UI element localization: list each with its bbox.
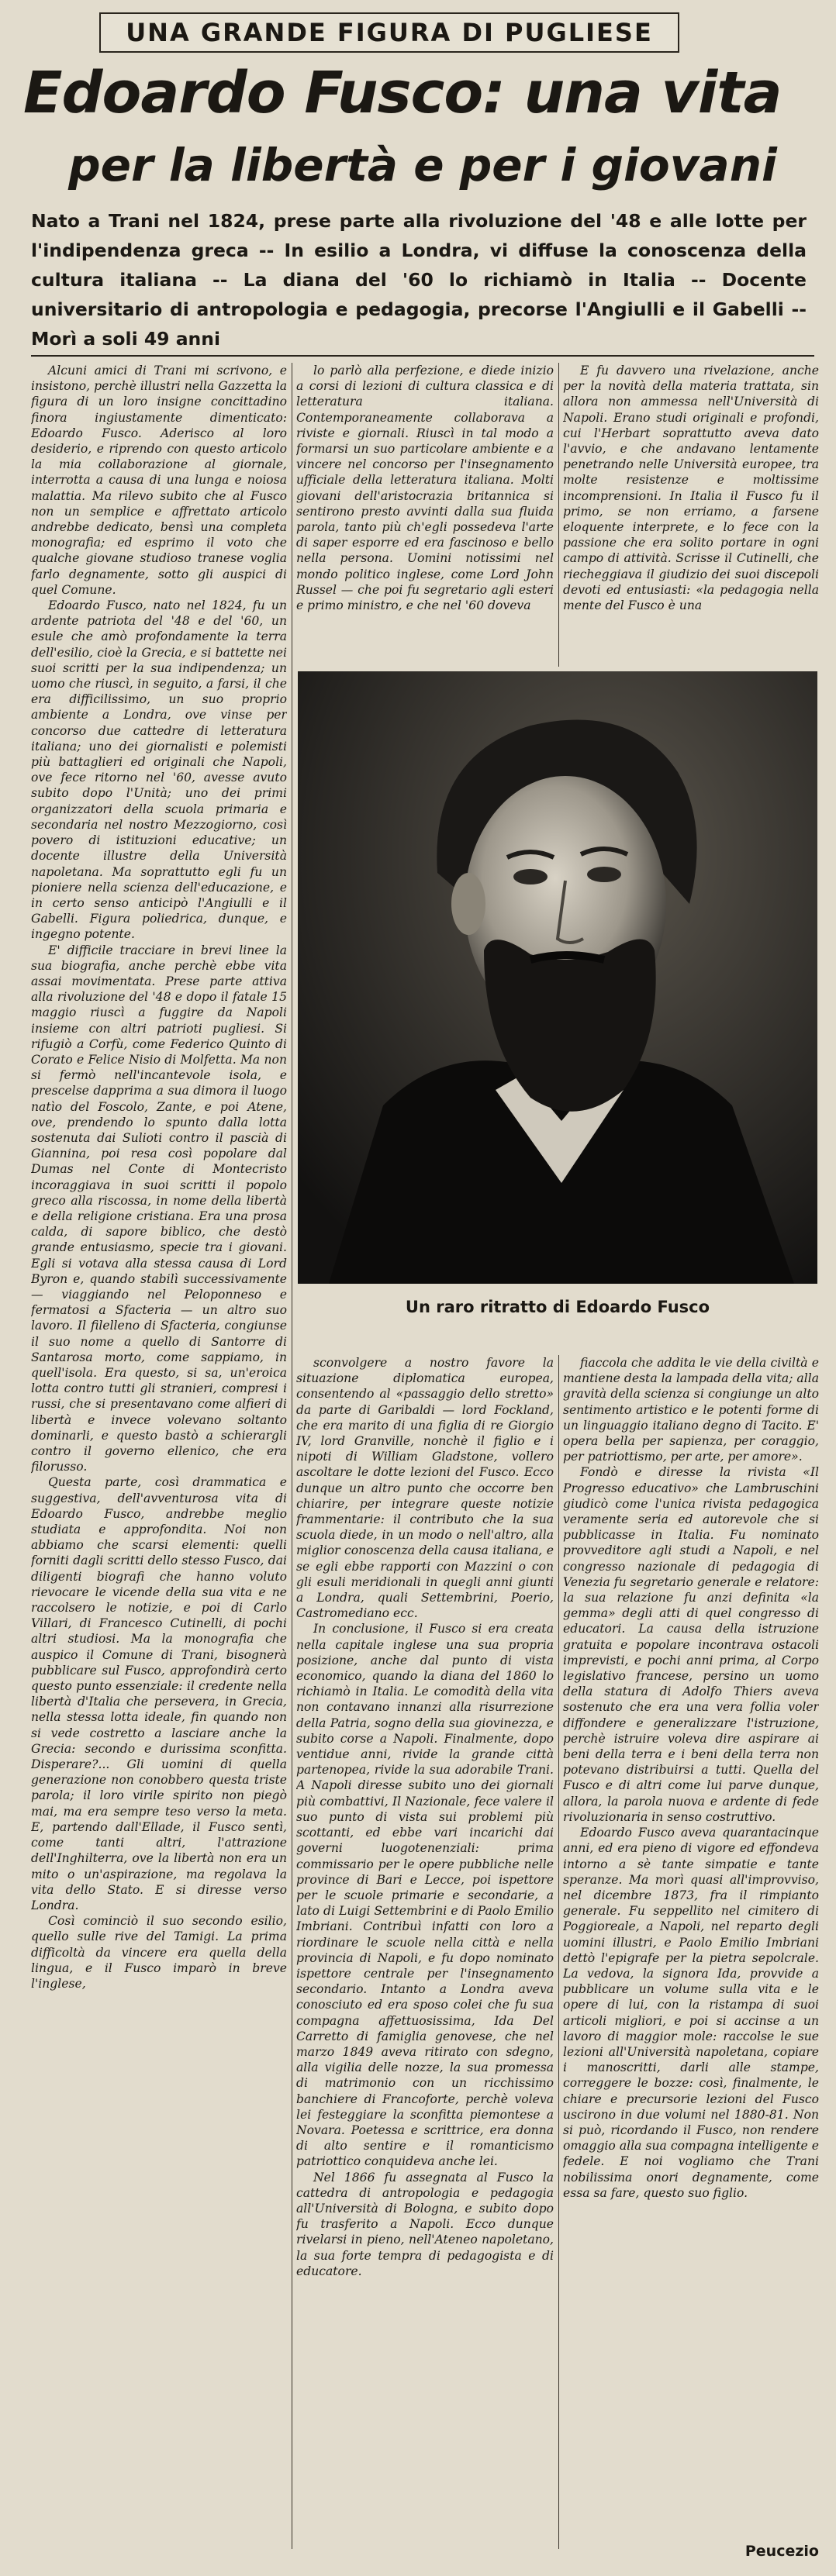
paragraph: Fondò e diresse la rivista «Il Progresso educativo» che Lambruschini giudicò come l'unica rivista pedagogica veramente seria ed autorevole che si pubblicasse in Italia. Fu nominato provveditore agli studi a Napoli, e nel congresso nazionale di pedagogia di Venezia fu segretario generale e relatore: la sua relazione fu anzi definita «la gemma» degli atti di quel congresso di educatori. La causa della istruzione gratuita e popolare incontrava ostacoli imprevisti, e pochi anni prima, al Corpo legislativo francese, persino un uomo della statura di Adolfo Thiers aveva sostenuto che era una vera follia voler diffondere e generalizzare l'istruzione, perchè istruire voleva dire aspirare ai beni della terra e i beni della terra non potevano distribuirsi a tutti. Quella del Fusco e di altri come lui parve dunque, allora, la parola nuova e ardente di fede rivoluzionaria in senso costruttivo. — [563, 1465, 819, 1824]
article-column-3-top — [563, 363, 819, 665]
article-column-3-bottom — [563, 1355, 819, 2533]
column-divider — [558, 363, 559, 667]
paragraph: fiaccola che addita le vie della civiltà e mantiene desta la lampada della vita; alla gravità della scienza si congiunge un alto sentimento artistico e le potenti forme di un linguaggio italiano degno di Tacito. E' opera bella per sapienza, per coraggio, per patriottismo, per arte, per amore». — [563, 1356, 819, 1464]
article-column-2-bottom — [296, 1355, 554, 2549]
paragraph: lo parlò alla perfezione, e diede inizio a corsi di lezioni di cultura classica e di letteratura italiana. Contemporaneamente collaborava a riviste e giornali. Riuscì in tal modo a formarsi un suo particolare ambiente e a vincere nel concorso per l'insegnamento ufficiale della letteratura italiana. Molti giovani dell'aristocrazia britannica si sentirono presto avvinti dalla sua fluida parola, tanto più ch'egli possedeva l'arte di saper esporre ed era fascinoso e bello nella persona. Uomini notissimi nel mondo politico inglese, come Lord John Russel — che poi fu segretario agli esteri e primo ministro, e che nel '60 doveva — [296, 364, 554, 613]
paragraph: E fu davvero una rivelazione, anche per la novità della materia trattata, sin allora non ammessa nell'Università di Napoli. Erano studi originali e profondi, cui l'Herbart soprattutto aveva dato l'avvio, e che andavano lentamente penetrando nelle Università europee, tra molte resistenze e moltissime incomprensioni. In Italia il Fusco fu il primo, se non erriamo, a farsene eloquente interprete, e lo fece con la passione che era solito portare in ogni campo di attività. Scrisse il Cutinelli, che riecheggiava il giudizio dei suoi discepoli devoti ed entusiasti: «la pedagogia nella mente del Fusco è una — [563, 364, 819, 613]
paragraph: Alcuni amici di Trani mi scrivono, e insistono, perchè illustri nella Gazzetta la figura di un loro insigne concittadino finora ingiustamente dimenticato: Edoardo Fusco. Aderisco al loro desiderio, e riprendo con questo articolo la mia collaborazione al giornale, interrotta a causa di una lunga e noiosa malattia. Ma rilevo subito che al Fusco non un semplice e affrettato articolo andrebbe dedicato, bensì una completa monografia; ed esprimo il voto che qualche giovane studioso tranese voglia farlo degnamente, sotto gli auspici di quel Comune. — [31, 364, 287, 597]
headline-line-1: Edoardo Fusco: una vita — [23, 60, 782, 126]
header-rule — [31, 355, 814, 357]
article-column-2-top — [296, 363, 554, 665]
paragraph: E' difficile tracciare in brevi linee la sua biografia, anche perchè ebbe vita assai movimentata. Prese parte attiva alla rivoluzione del '48 e dopo il fatale 15 maggio riuscì a fuggire da Napoli insieme con altri patrioti pugliesi. Si rifugiò a Corfù, come Federico Quinto di Corato e Felice Nisio di Molfetta. Ma non si fermò nell'incantevole isola, e prescelse dapprima a sua dimora il luogo natìo del Foscolo, Zante, e poi Atene, ove, prendendo lo spunto dalla lotta sostenuta dai Sulioti contro il pascià di Giannina, poi resa così popolare dal Dumas nel Conte di Montecristo incoraggiava in suoi scritti il popolo greco alla riscossa, in nome della libertà e della religione cristiana. Era una prosa calda, di sapore biblico, che destò grande entusiasmo, specie tra i giovani. Egli si votava alla stessa causa di Lord Byron e, quando stabilì successivamente — viaggiando nel Peloponneso e fermatosi a Sfacteria — un altro suo lavoro. Il filelleno di Sfacteria, congiunse il suo nome a quello di Santorre di Santarosa morto, come sappiamo, in quell'isola. Era questo, si sa, un'eroica lotta contro tutti gli stranieri, compresi i russi, che si presentavano come alfieri di libertà e invece volevano soltanto dominarli, e questo bastò a schierargli contro il governo ellenico, che era filorusso. — [31, 943, 287, 1474]
paragraph: Così cominciò il suo secondo esilio, quello sulle rive del Tamigi. La prima difficoltà da vincere era quella della lingua, e il Fusco imparò in breve l'inglese, — [31, 1914, 287, 1991]
author-signature: Peucezio — [744, 2543, 819, 2560]
column-divider — [558, 1355, 559, 2549]
photo-caption: Un raro ritratto di Edoardo Fusco — [405, 1298, 710, 1316]
paragraph: Nel 1866 fu assegnata al Fusco la cattedra di antropologia e pedagogia all'Università di Bologna, e subito dopo fu trasferito a Napoli. Ecco dunque rivelarsi in pieno, nell'Ateneo napoletano, la sua forte tempra di pedagogista e di educatore. — [296, 2170, 554, 2278]
paragraph: Edoardo Fusco, nato nel 1824, fu un ardente patriota del '48 e del '60, un esule che amò profondamente la terra dell'esilio, cioè la Grecia, e si battette nei suoi scritti per la sua indipendenza; un uomo che riuscì, in seguito, a farsi, il che era difficilissimo, un suo proprio ambiente a Londra, ove vinse per concorso due cattedre di letteratura italiana; uno dei giornalisti e polemisti più battaglieri ed originali che Napoli, ove fece ritorno nel '60, avesse avuto subito dopo l'Unità; uno dei primi organizzatori della scuola primaria e secondaria nel nostro Mezzogiorno, così povero di istituzioni educative; un docente illustre della Università napoletana. Ma soprattutto egli fu un pioniere nella scienza dell'educazione, e in certo senso anticipò l'Angiulli e il Gabelli. Figura poliedrica, dunque, e ingegno potente. — [31, 598, 287, 942]
paragraph: sconvolgere a nostro favore la situazione diplomatica europea, consentendo al «passaggio dello stretto» da parte di Garibaldi — lord Fockland, che era marito di una figlia di re Giorgio IV, lord Granville, nonchè il figlio e i nipoti di William Gladstone, vollero ascoltare le dotte lezioni del Fusco. Ecco dunque un altro punto che occorre ben chiarire, per integrare queste notizie frammentarie: il contributo che la sua scuola diede, in un modo o nell'altro, alla miglior conoscenza della causa italiana, e se egli ebbe rapporti con Mazzini o con gli esuli meridionali in quegli anni giunti a Londra, quali Settembrini, Poerio, Castromediano ecc. — [296, 1356, 554, 1621]
article-column-1 — [31, 363, 287, 2549]
paragraph: Edoardo Fusco aveva quarantacinque anni, ed era pieno di vigore ed effondeva intorno a sè tante simpatie e tante speranze. Ma morì quasi all'improvviso, nel dicembre 1873, fra il rimpianto generale. Fu seppellito nel cimitero di Poggioreale, a Napoli, nel reparto degli uomini illustri, e Paolo Emilio Imbriani dettò l'epigrafe per la pietra sepolcrale. La vedova, la signora Ida, provvide a pubblicare un volume sulla vita e le opere di lui, con la ristampa di suoi articoli migliori, e poi si accinse a un lavoro di maggior mole: raccolse le sue lezioni all'Università napoletana, copiare i manoscritti, darli alle stampe, correggere le bozze: così, finalmente, le chiare e precursorie lezioni del Fusco uscirono in due volumi nel 1880-81. Non si può, ricordando il Fusco, non rendere omaggio alla sua compagna intelligente e fedele. E noi vogliamo che Trani nobilissima onori degnamente, come essa sa fare, questo suo figlio. — [563, 1826, 819, 2200]
paragraph: In conclusione, il Fusco si era creata nella capitale inglese una sua propria posizione, anche dal punto di vista economico, quando la diana del 1860 lo richiamò in Italia. Le comodità della vita non contavano innanzi alla risurrezione della Patria, sogno della sua giovinezza, e subito corse a Napoli. Finalmente, dopo ventidue anni, rivide la grande città partenopea, rivide la sua adorabile Trani. A Napoli diresse subito uno dei giornali più combattivi, Il Nazionale, fece valere il suo punto di vista sui problemi più scottanti, ed ebbe vari incarichi dai governi luogotenenziali: prima commissario per le opere pubbliche nelle province di Bari e Lecce, poi ispettore per le scuole primarie e secondarie, a lato di Luigi Settembrini e di Paolo Emilio Imbriani. Contribuì infatti con loro a riordinare le scuole nella città e nella provincia di Napoli, e fu dopo nominato ispettore centrale per l'insegnamento secondario. Intanto a Londra aveva conosciuto ed era sposo colei che fu sua compagna affettuosissima, Ida Del Carretto di famiglia genovese, che nel marzo 1849 aveva ritirato con sdegno, alla vigilia delle nozze, la sua promessa di matrimonio con un ricchissimo banchiere di Francoforte, perchè voleva lei festeggiare la sconfitta piemontese a Novara. Poetessa e scrittrice, era donna di alto sentire e il romanticismo patriottico conquideva anche lei. — [296, 1622, 554, 2169]
summary-deck: Nato a Trani nel 1824, prese parte alla rivoluzione del '48 e alle lotte per l'indipendenza greca -- In esilio a Londra, vi diffuse la conoscenza della cultura italiana -- La diana del '60 lo richiamò in Italia -- Docente universitario di antropologia e pedagogia, precorse l'Angiulli e il Gabelli -- Morì a soli 49 anni — [31, 210, 807, 350]
headline-line-2: per la libertà e per i giovani — [68, 139, 777, 191]
kicker-banner: UNA GRANDE FIGURA DI PUGLIESE — [99, 12, 679, 53]
portrait-photo — [298, 671, 817, 1284]
paragraph: Questa parte, così drammatica e suggestiva, dell'avventurosa vita di Edoardo Fusco, andrebbe meglio studiata e approfondita. Noi non abbiamo che scarsi elementi: quelli forniti dagli scritti dello stesso Fusco, dai diligenti biografi che hanno voluto rievocare le vicende della sua vita e ne raccolsero le notizie, e poi di Carlo Villari, di Francesco Cutinelli, di pochi altri studiosi. Ma la monografia che auspico il Comune di Trani, bisognerà pubblicare sul Fusco, approfondirà certo questo punto essenziale: il credente nella libertà d'Italia che persevera, in Grecia, nella stessa lotta ideale, fin quando non si vede costretto a lasciare anche la Grecia: secondo e durissima sconfitta. Disperare?... Gli uomini di quella generazione non conobbero questa triste parola; il loro virile spirito non piegò mai, ma era sempre teso verso la meta. E, partendo dall'Ellade, il Fusco sentì, come tanti altri, l'attrazione dell'Inghilterra, ove la libertà non era un mito o un'aspirazione, ma regolava la vita dello Stato. E si diresse verso Londra. — [31, 1475, 287, 1912]
portrait-illustration — [298, 671, 817, 1284]
